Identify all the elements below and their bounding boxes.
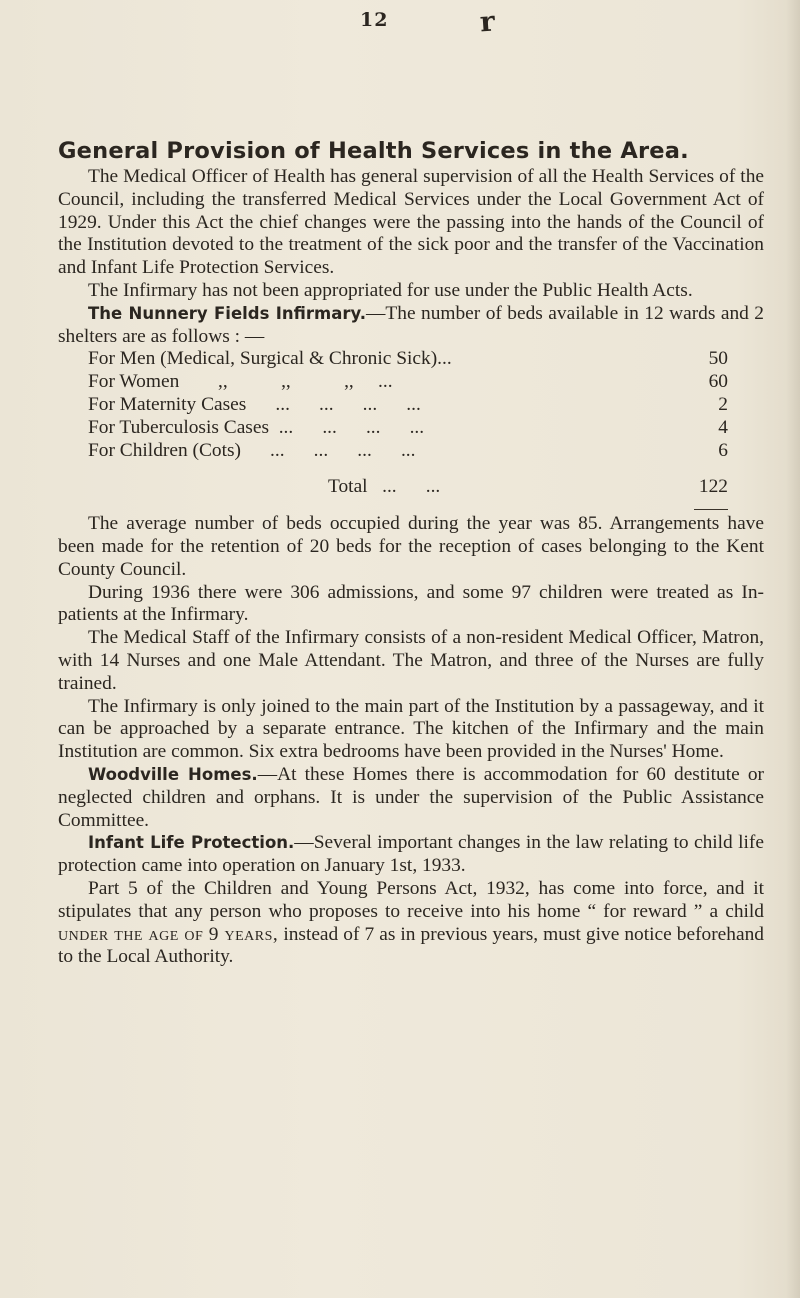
paragraph-text: —At these Homes there is accommodation for 60 destitute or neglected children and orphans. It is under the supervision of the Public Assistance Committee. bbox=[58, 763, 764, 831]
page-edge-shadow bbox=[786, 0, 800, 1298]
table-total-row bbox=[88, 476, 728, 499]
section-heading-infant-life-protection: Infant Life Protection. bbox=[88, 833, 295, 853]
paragraph-text: —Several important changes in the law relating to child life protection came into operation on January 1st, 1933. bbox=[58, 832, 764, 877]
table-row bbox=[88, 440, 728, 463]
table-cell-value: 6 bbox=[718, 439, 728, 461]
total-value: 122 bbox=[698, 476, 728, 498]
paragraph bbox=[58, 303, 764, 349]
beds-table bbox=[88, 348, 728, 513]
table-cell-label: For Tuberculosis Cases ... ... ... ... bbox=[88, 416, 425, 438]
small-caps-text: under the age of 9 years, bbox=[58, 923, 279, 945]
table-cell-value: 2 bbox=[718, 393, 728, 415]
table-cell-label: For Maternity Cases ... ... ... ... bbox=[88, 393, 421, 415]
table-row bbox=[88, 394, 728, 417]
page-title: General Provision of Health Services in the Area. bbox=[58, 138, 689, 164]
total-underline bbox=[694, 509, 728, 510]
paragraph: During 1936 there were 306 admissions, and some 97 children were treated as In-patients at the Infirmary. bbox=[58, 581, 764, 626]
paragraph bbox=[58, 878, 764, 969]
paragraph: The Medical Officer of Health has general supervision of all the Health Services of the Council, including the transferred Medical Services under the Local Government Act of 1929. Under this Act the chief changes were the passing into the hands of the Council of the Institution devoted to the treatment of the sick poor and the transfer of the Vaccination and Infant Life Protection Services. bbox=[58, 166, 764, 279]
paragraph: The Infirmary has not been appropriated for use under the Public Health Acts. bbox=[88, 279, 693, 301]
table-cell-label: For Women ,, ,, ,, ... bbox=[88, 371, 393, 393]
table-row bbox=[88, 417, 728, 440]
paragraph: The Medical Staff of the Infirmary consists of a non-resident Medical Officer, Matron, with 14 Nurses and one Male Attendant. The Matron, and three of the Nurses are fully trained. bbox=[58, 627, 764, 694]
total-label: Total ... ... bbox=[328, 476, 441, 498]
document-body bbox=[58, 166, 764, 969]
table-row bbox=[88, 348, 728, 371]
table-cell-value: 60 bbox=[708, 371, 728, 393]
paragraph: The average number of beds occupied during the year was 85. Arrangements have been made for the retention of 20 beds for the reception of cases belonging to the Kent County Council. bbox=[58, 513, 764, 580]
paragraph-text: Part 5 of the Children and Young Persons Act, 1932, has come into force, and it stipulates that any person who proposes to receive into his home “ for reward ” a child bbox=[58, 877, 764, 922]
table-cell-label: For Men (Medical, Surgical & Chronic Sick)... bbox=[88, 348, 452, 370]
paragraph bbox=[58, 832, 764, 878]
table-row bbox=[88, 371, 728, 394]
paragraph: The Infirmary is only joined to the main part of the Institution by a passageway, and it can be approached by a separate entrance. The kitchen of the Infirmary and the main Institution are common. Six extra bedrooms have been provided in the Nurses' Home. bbox=[58, 695, 764, 763]
table-rule-row bbox=[88, 499, 728, 513]
page-header bbox=[0, 5, 800, 41]
table-spacer-row bbox=[88, 462, 728, 476]
paragraph-text: instead of 7 as in previous years, must give notice beforehand to the Local Authority. bbox=[58, 923, 764, 968]
paragraph-text: —The number of beds available in 12 wards and 2 shelters are as follows : — bbox=[58, 302, 764, 347]
section-heading-nunnery-fields: The Nunnery Fields Infirmary. bbox=[88, 303, 367, 323]
paragraph bbox=[58, 764, 764, 832]
section-heading-woodville-homes: Woodville Homes. bbox=[88, 764, 258, 784]
table-cell-label: For Children (Cots) ... ... ... ... bbox=[88, 439, 416, 461]
corner-mark: r bbox=[478, 4, 496, 39]
table-cell-value: 50 bbox=[708, 348, 728, 370]
table-cell-value: 4 bbox=[718, 416, 728, 438]
page-number: 12 bbox=[360, 9, 389, 31]
